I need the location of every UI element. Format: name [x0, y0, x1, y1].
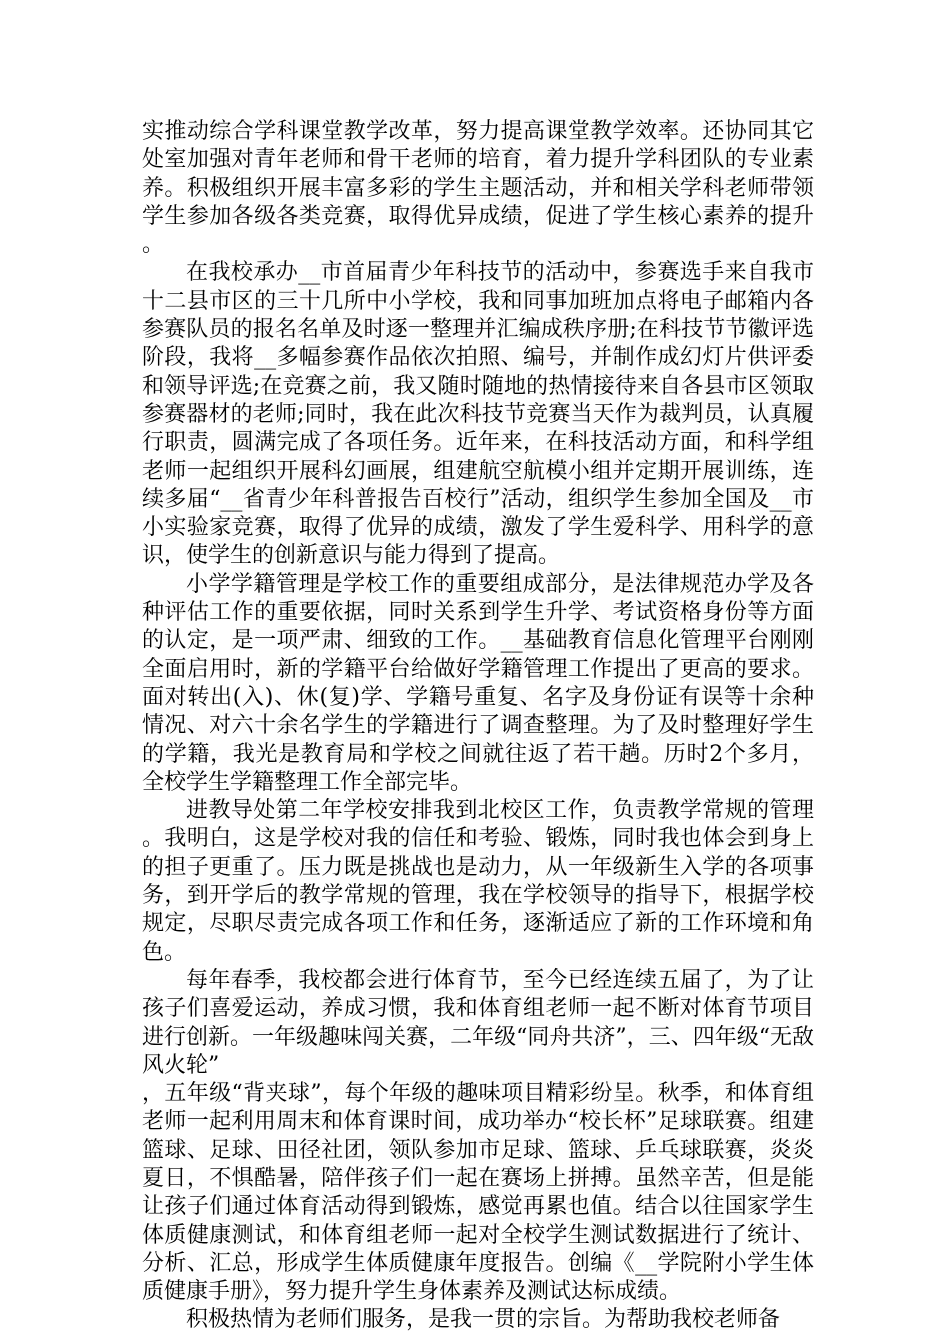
paragraph-5: 每年春季，我校都会进行体育节，至今已经连续五届了，为了让孩子们喜爱运动，养成习惯，我和体育组老师一起不断对体育节项目进行创新。一年级趣味闯关赛，二年级“同舟共济”，三、四年级“无敌风火轮”: [142, 967, 814, 1078]
document-page: [142, 118, 814, 1335]
paragraph-7: 积极热情为老师们服务，是我一贯的宗旨。为帮助我校老师备: [186, 1307, 781, 1333]
paragraph-6: ，五年级“背夹球”，每个年级的趣味项目精彩纷呈。秋季，和体育组老师一起利用周末和体育课时间，成功举办“校长杯”足球联赛。组建篮球、足球、田径社团，领队参加市足球、篮球、乒乓球联赛，炎炎夏日，不惧酷暑，陪伴孩子们一起在赛场上拼搏。虽然辛苦，但是能让孩子们通过体育活动得到锻炼，感觉再累也值。结合以往国家学生体质健康测试，和体育组老师一起对全校学生测试数据进行了统计、分析、汇总，形成学生体质健康年度报告。创编《__学院附小学生体质健康手册》，努力提升学生身体素养及测试达标成绩。: [142, 1081, 814, 1305]
paragraph-2: 在我校承办__市首届青少年科技节的活动中，参赛选手来自我市十二县市区的三十几所中小学校，我和同事加班加点将电子邮箱内各参赛队员的报名名单及时逐一整理并汇编成秩序册;在科技节节徽评选阶段，我将__多幅参赛作品依次拍照、编号，并制作成幻灯片供评委和领导评选;在竞赛之前，我又随时随地的热情接待来自各县市区领取参赛器材的老师;同时，我在此次科技节竞赛当天作为裁判员，认真履行职责，圆满完成了各项任务。近年来，在科技活动方面，和科学组老师一起组织开展科幻画展，组建航空航模小组并定期开展训练，连续多届“__省青少年科普报告百校行”活动，组织学生参加全国及__市小实验家竞赛，取得了优异的成绩，激发了学生爱科学、用科学的意识，使学生的创新意识与能力得到了提高。: [142, 260, 814, 569]
paragraph-3: 小学学籍管理是学校工作的重要组成部分，是法律规范办学及各种评估工作的重要依据，同时关系到学生升学、考试资格身份等方面的认定，是一项严肃、细致的工作。__基础教育信息化管理平台刚刚全面启用时，新的学籍平台给做好学籍管理工作提出了更高的要求。面对转出(入)、休(复)学、学籍号重复、名字及身份证有误等十余种情况、对六十余名学生的学籍进行了调查整理。为了及时整理好学生的学籍，我光是教育局和学校之间就往返了若干趟。历时2个多月，全校学生学籍整理工作全部完毕。: [142, 571, 814, 795]
paragraph-4: 进教导处第二年学校安排我到北校区工作，负责教学常规的管理。我明白，这是学校对我的信任和考验、锻炼，同时我也体会到身上的担子更重了。压力既是挑战也是动力，从一年级新生入学的各项事务，到开学后的教学常规的管理，我在学校领导的指导下，根据学校规定，尽职尽责完成各项工作和任务，逐渐适应了新的工作环境和角色。: [142, 798, 814, 965]
paragraph-1: 实推动综合学科课堂教学改革，努力提高课堂教学效率。还协同其它处室加强对青年老师和骨干老师的培育，着力提升学科团队的专业素养。积极组织开展丰富多彩的学生主题活动，并和相关学科老师带领学生参加各级各类竞赛，取得优异成绩，促进了学生核心素养的提升。: [142, 119, 814, 258]
